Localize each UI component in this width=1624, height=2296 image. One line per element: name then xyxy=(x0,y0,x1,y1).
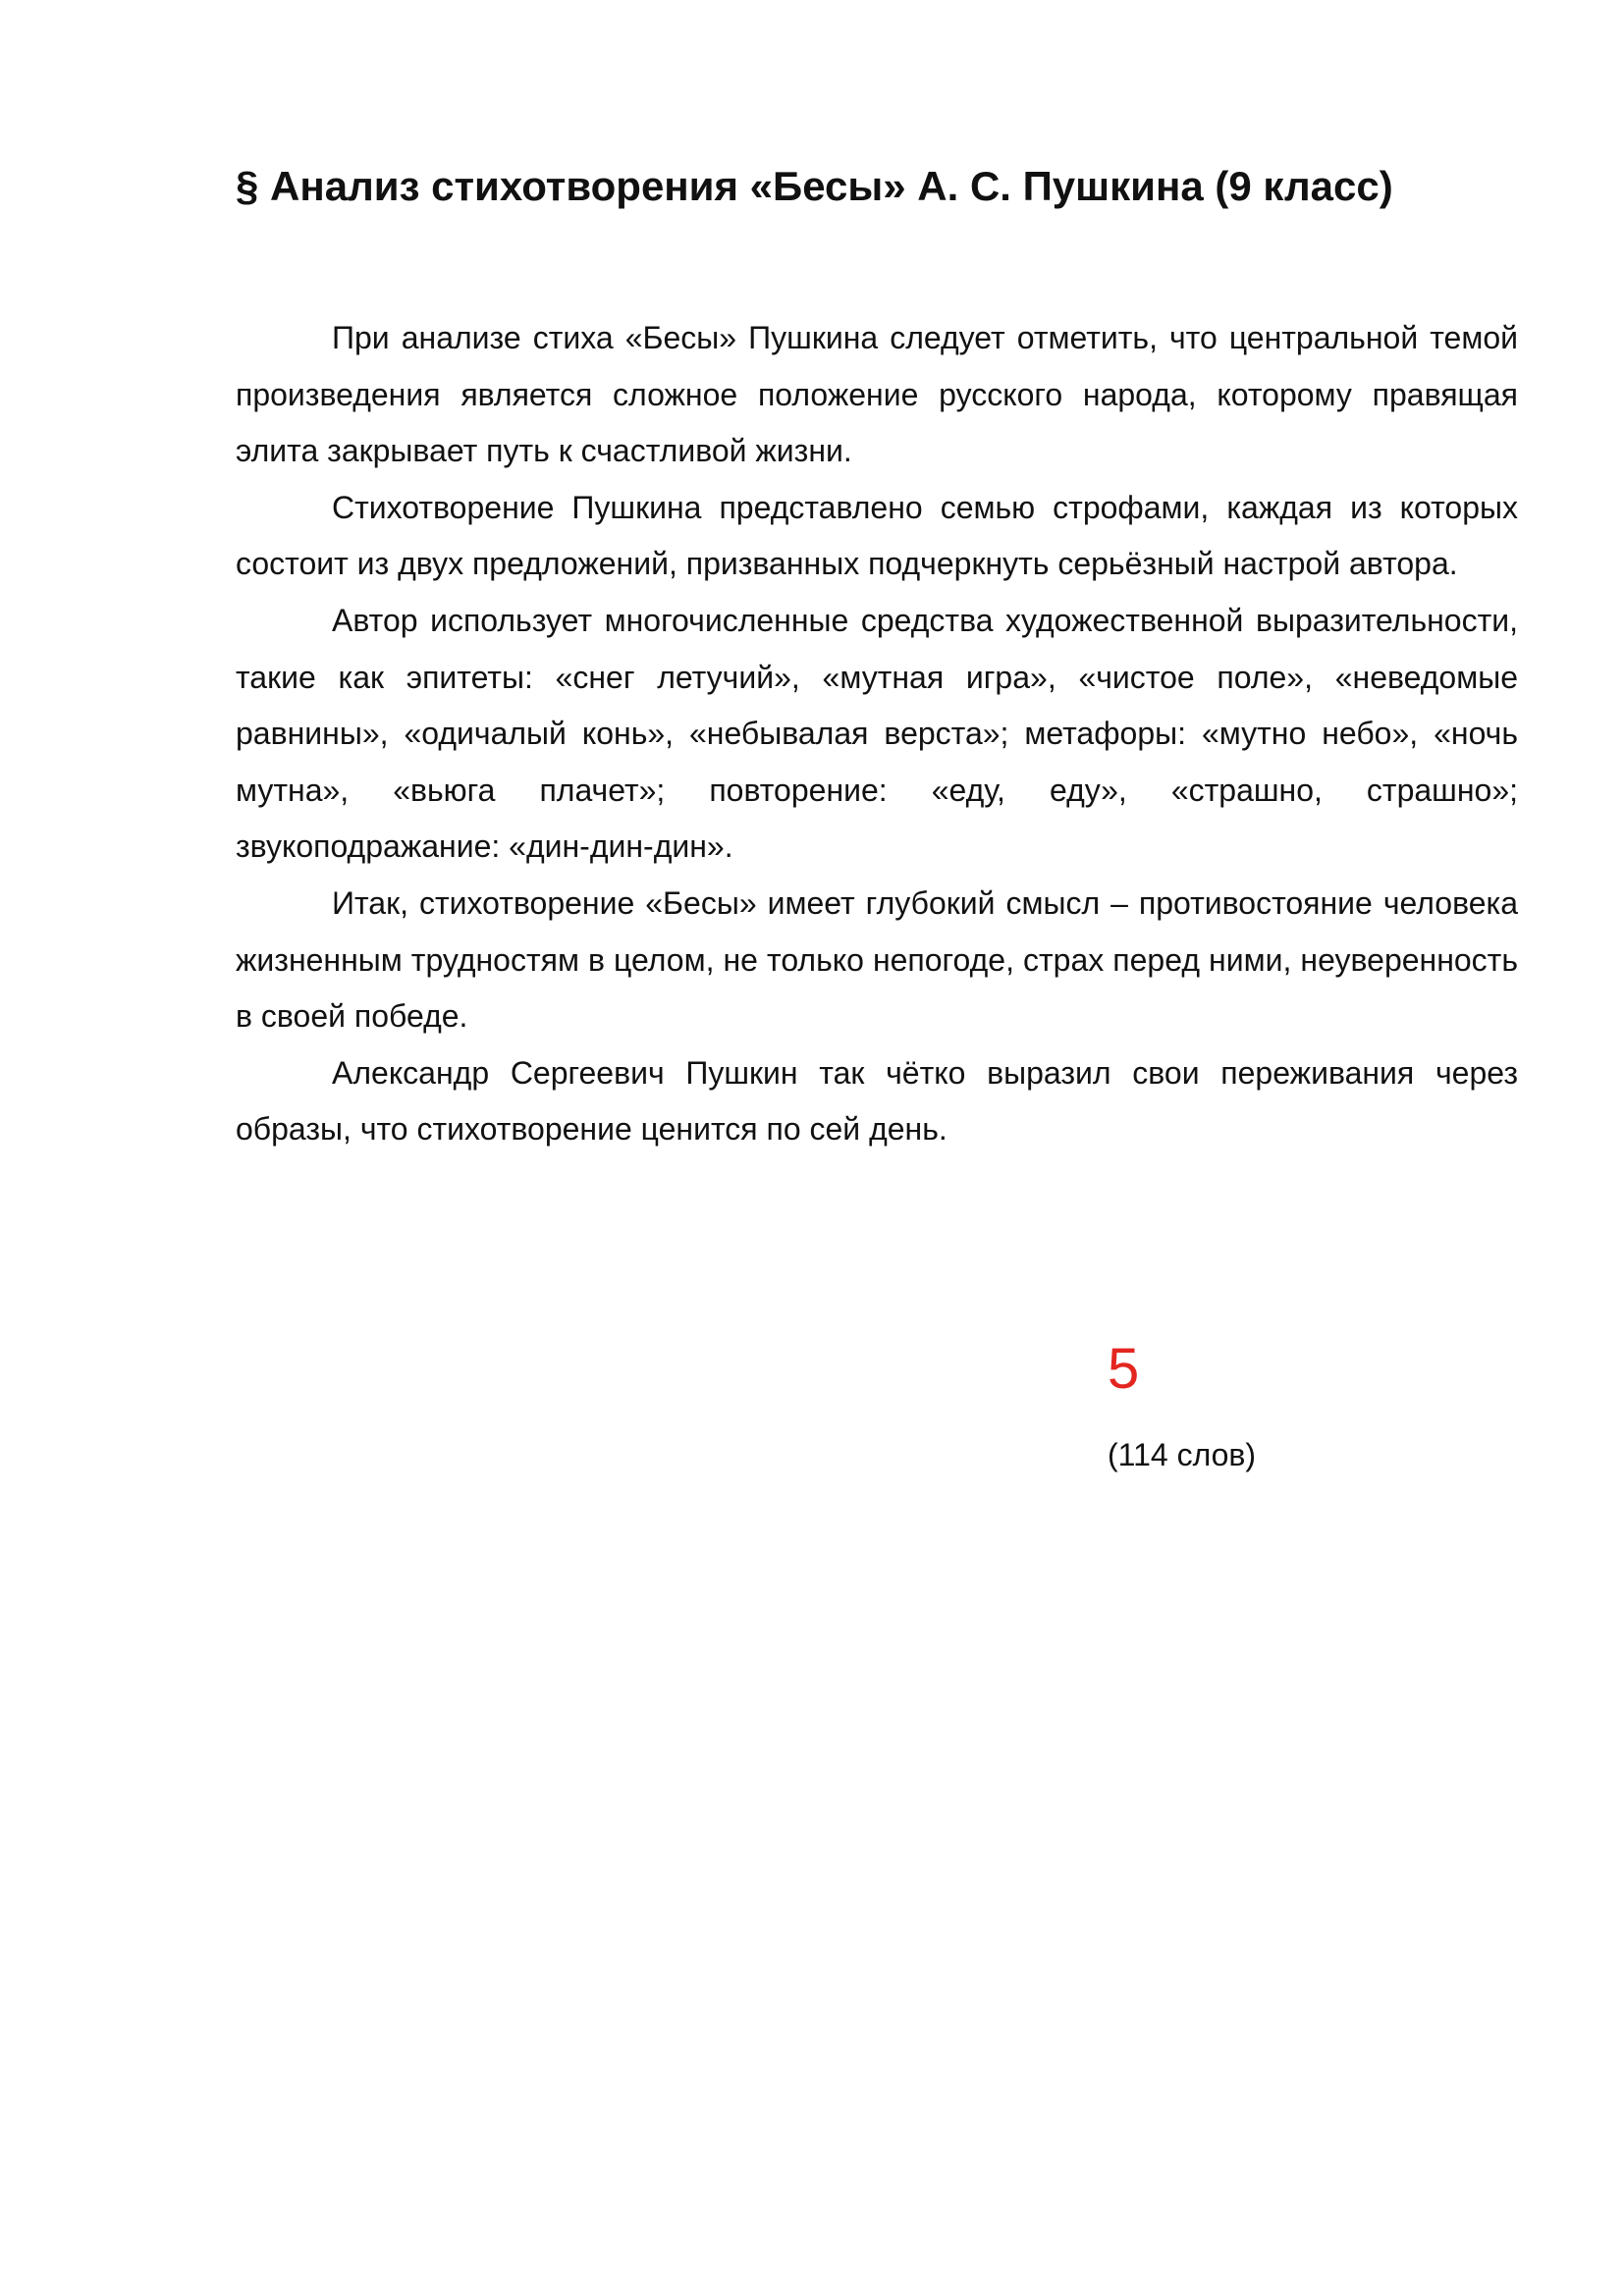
paragraph-structure: Стихотворение Пушкина представлено семью строфами, каждая из которых состоит из двух предложений, призванных подчеркнуть серьёзный настрой автора. xyxy=(236,489,1518,582)
paragraph-conclusion: Александр Сергеевич Пушкин так чётко выразил свои переживания через образы, что стихотворение ценится по сей день. xyxy=(236,1054,1518,1148)
document-body xyxy=(236,310,1518,1158)
grade-mark: 5 xyxy=(1108,1337,1140,1401)
paragraph-meaning: Итак, стихотворение «Бесы» имеет глубокий смысл – противостояние человека жизненным трудностям в целом, не только непогоде, страх перед ними, неуверенность в своей победе. xyxy=(236,884,1518,1035)
paragraph-devices: Автор использует многочисленные средства художественной выразительности, такие как эпитеты: «снег летучий», «мутная игра», «чистое поле», «неведомые равнины», «одичалый конь», «небывалая верста»; метафоры: «мутно небо», «ночь мутна», «вьюга плачет»; повторение: «еду, еду», «страшно, страшно»; звукоподражание: «дин-дин-дин». xyxy=(236,602,1518,865)
word-count: (114 слов) xyxy=(1108,1437,1257,1472)
document-title: § Анализ стихотворения «Бесы» А. С. Пушкина (9 класс) xyxy=(236,163,1393,209)
document-content xyxy=(236,147,1518,1158)
paragraph-theme: При анализе стиха «Бесы» Пушкина следует отметить, что центральной темой произведения является сложное положение русского народа, которому правящая элита закрывает путь к счастливой жизни. xyxy=(236,320,1518,469)
